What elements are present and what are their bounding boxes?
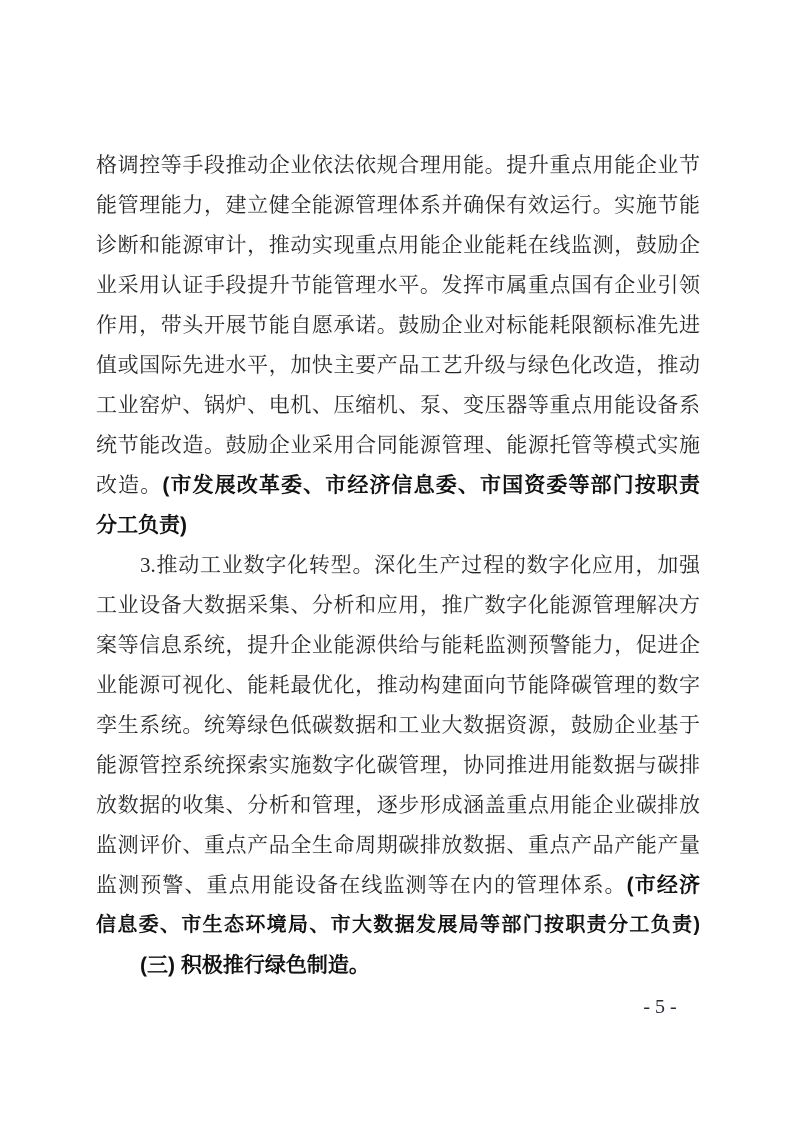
- text-segment-regular: 监测评价、重点产品全生命周期碳排放数据、重点产品产能产量: [96, 833, 700, 857]
- text-line-13: [96, 625, 700, 665]
- text-segment-regular: 统节能改造。鼓励企业采用合同能源管理、能源托管等模式实施: [96, 433, 700, 457]
- text-line-14: [96, 665, 700, 705]
- text-segment-regular: 孪生系统。统筹绿色低碳数据和工业大数据资源，鼓励企业基于: [96, 713, 700, 737]
- text-line-10: [96, 505, 700, 545]
- text-segment-regular: 工业设备大数据采集、分析和应用，推广数字化能源管理解决方: [96, 593, 700, 617]
- text-line-9: [96, 465, 700, 505]
- text-line-7: [96, 385, 700, 425]
- text-segment-regular: 能管理能力，建立健全能源管理体系并确保有效运行。实施节能: [96, 193, 700, 217]
- text-segment-regular: 监测预警、重点用能设备在线监测等在内的管理体系。: [96, 873, 627, 897]
- text-segment-regular: 业采用认证手段提升节能管理水平。发挥市属重点国有企业引领: [96, 273, 700, 297]
- text-segment-regular: 放数据的收集、分析和管理，逐步形成涵盖重点用能企业碳排放: [96, 793, 700, 817]
- text-line-20: [96, 905, 700, 945]
- text-segment-regular: 业能源可视化、能耗最优化，推动构建面向节能降碳管理的数字: [96, 673, 700, 697]
- text-segment-regular: 案等信息系统，提升企业能源供给与能耗监测预警能力，促进企: [96, 633, 700, 657]
- text-line-3: [96, 225, 700, 265]
- text-line-8: [96, 425, 700, 465]
- text-segment-regular: 值或国际先进水平，加快主要产品工艺升级与绿色化改造，推动: [96, 353, 700, 377]
- text-line-2: [96, 185, 700, 225]
- document-body: [96, 145, 700, 985]
- page-number: - 5 -: [643, 996, 677, 1018]
- section-heading: [96, 945, 700, 985]
- text-segment-regular: 能源管控系统探索实施数字化碳管理，协同推进用能数据与碳排: [96, 753, 700, 777]
- text-segment-bold: (市发展改革委、市经济信息委、市国资委等部门按职责: [162, 474, 700, 497]
- text-segment-bold: 分工负责): [96, 514, 187, 537]
- text-segment-bold: (市经济: [626, 874, 700, 897]
- text-line-1: [96, 145, 700, 185]
- text-segment-regular: 作用，带头开展节能自愿承诺。鼓励企业对标能耗限额标准先进: [96, 313, 700, 337]
- text-line-12: [96, 585, 700, 625]
- text-line-19: [96, 865, 700, 905]
- text-segment-bold: 信息委、市生态环境局、市大数据发展局等部门按职责分工负责): [96, 914, 700, 936]
- text-segment-regular: 3.推动工业数字化转型。深化生产过程的数字化应用，加强: [140, 553, 700, 577]
- text-line-11: [96, 545, 700, 585]
- text-line-18: [96, 825, 700, 865]
- text-line-6: [96, 345, 700, 385]
- text-line-17: [96, 785, 700, 825]
- text-segment-regular: 改造。: [96, 473, 163, 497]
- text-line-5: [96, 305, 700, 345]
- text-segment-regular: 格调控等手段推动企业依法依规合理用能。提升重点用能企业节: [96, 153, 700, 177]
- text-segment-regular: 诊断和能源审计，推动实现重点用能企业能耗在线监测，鼓励企: [96, 233, 700, 257]
- text-line-16: [96, 745, 700, 785]
- text-segment-regular: 工业窑炉、锅炉、电机、压缩机、泵、变压器等重点用能设备系: [96, 393, 700, 417]
- text-line-4: [96, 265, 700, 305]
- text-segment-bold: (三) 积极推行绿色制造。: [140, 954, 370, 977]
- text-line-15: [96, 705, 700, 745]
